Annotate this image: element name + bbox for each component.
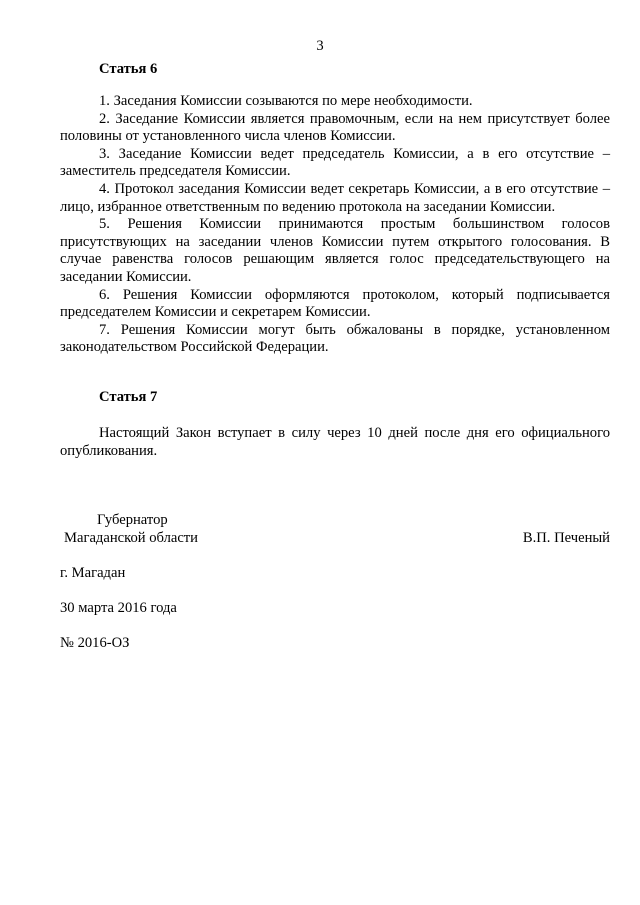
article-6-body [60,93,610,357]
article-6-heading: Статья 6 [99,61,158,77]
article-6-paragraph-1: 1. Заседания Комиссии созываются по мере необходимости. [99,93,473,109]
governor-name: В.П. Печеный [522,530,610,546]
date-line: 30 марта 2016 года [60,600,177,616]
law-number: № 2016-ОЗ [60,635,130,651]
article-6-paragraph-2: 2. Заседание Комиссии является правомочным, если на нем присутствует более половины от установленного числа членов Комиссии. [60,110,610,145]
signature-block [60,510,610,550]
city-line: г. Магадан [60,565,126,581]
article-6-paragraph-7: 7. Решения Комиссии могут быть обжалованы в порядке, установленном законодательством Российской Федерации. [60,321,610,356]
governor-title: Губернатор [97,512,168,528]
article-7-paragraph-1: Настоящий Закон вступает в силу через 10 дней после дня его официального опубликования. [60,425,610,459]
article-6-paragraph-6: 6. Решения Комиссии оформляются протоколом, который подписывается председателем Комиссии и секретарем Комиссии. [60,286,610,321]
article-6-paragraph-3: 3. Заседание Комиссии ведет председатель Комиссии, а в его отсутствие – заместитель председателя Комиссии. [60,145,610,180]
article-7-heading: Статья 7 [99,389,158,405]
article-6-paragraph-5: 5. Решения Комиссии принимаются простым большинством голосов присутствующих на заседании членов Комиссии путем открытого голосования. В случае равенства голосов решающим является голос председательствующего на заседании Комиссии. [60,216,610,285]
article-6-paragraph-4: 4. Протокол заседания Комиссии ведет секретарь Комиссии, а в его отсутствие – лицо, избранное ответственным по ведению протокола на заседании Комиссии. [60,180,610,215]
page-number: 3 [316,38,324,54]
article-7-body [60,425,610,460]
governor-region: Магаданской области [64,530,198,546]
